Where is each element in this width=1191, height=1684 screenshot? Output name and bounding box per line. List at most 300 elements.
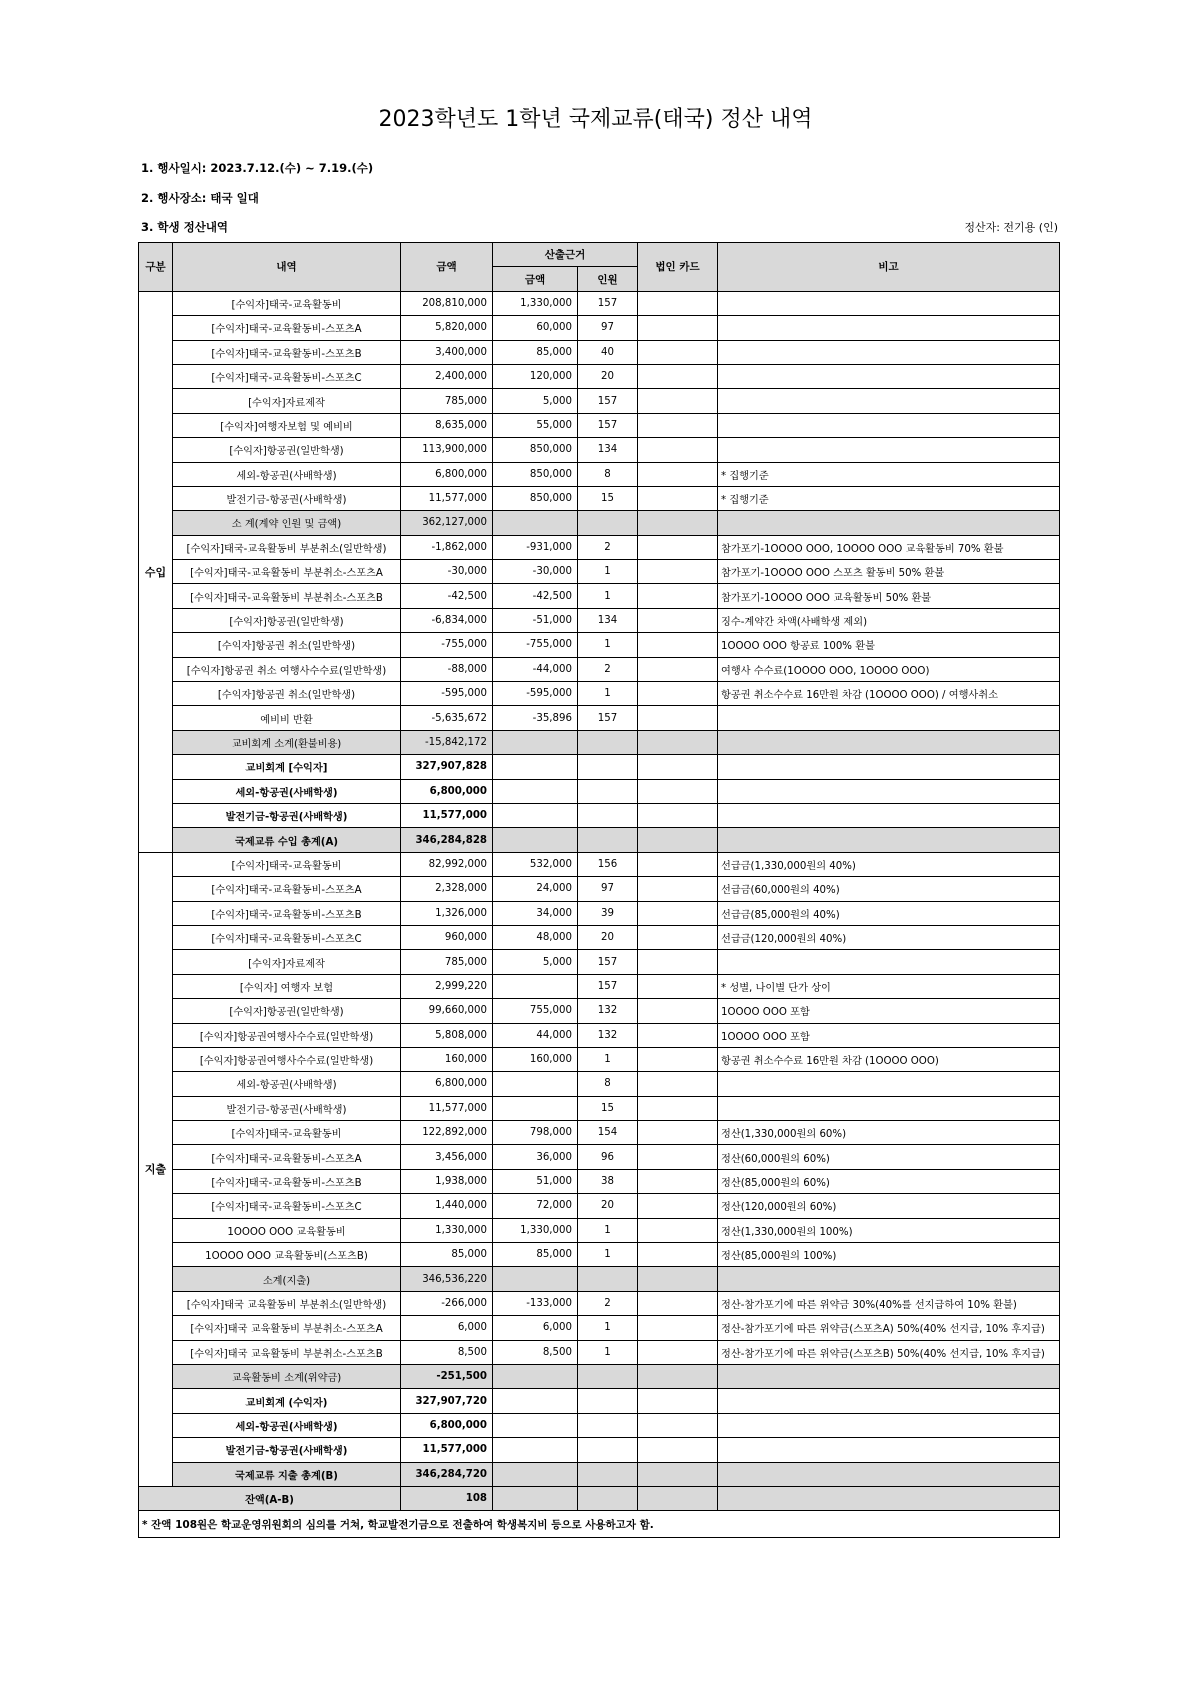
cell-corp-card [638,999,718,1023]
cell-unit-amount [493,730,578,754]
cell-amount: 5,808,000 [401,1023,493,1047]
cell-amount: 960,000 [401,925,493,949]
cell-corp-card [638,901,718,925]
table-row [139,682,1060,706]
cell-note: 참가포기-1OOOO OOO 교육활동비 50% 환불 [718,584,1060,608]
cell-corp-card [638,438,718,462]
cell-corp-card [638,291,718,315]
cell-item: [수익자]태국-교육활동비-스포츠C [173,364,401,388]
cell-note [718,291,1060,315]
cell-unit-amount: -51,000 [493,608,578,632]
cell-unit-amount [493,1072,578,1096]
cell-unit-amount [493,974,578,998]
settlement-table [138,242,1060,1538]
table-row [139,1047,1060,1071]
balance-amount: 108 [401,1486,493,1510]
cell-people [578,1267,638,1291]
event-place: 2. 행사장소: 태국 일대 [141,191,259,205]
cell-unit-amount: -931,000 [493,535,578,559]
cell-unit-amount [493,755,578,779]
cell-unit-amount: 532,000 [493,852,578,876]
cell-amount: 785,000 [401,950,493,974]
cell-unit-amount: 120,000 [493,364,578,388]
cell-people: 8 [578,462,638,486]
table-row [139,1218,1060,1242]
cell-note: 참가포기-1OOOO OOO, 1OOOO OOO 교육활동비 70% 환불 [718,535,1060,559]
cell-unit-amount [493,1364,578,1388]
cell-note: 참가포기-1OOOO OOO 스포츠 활동비 50% 환불 [718,560,1060,584]
cell-people: 1 [578,584,638,608]
cell-item: 세외-항공권(사배학생) [173,462,401,486]
table-row [139,1267,1060,1291]
cell-note [718,1364,1060,1388]
cell-note [718,511,1060,535]
table-row [139,950,1060,974]
cell-unit-amount: 34,000 [493,901,578,925]
cell-unit-amount: 8,500 [493,1340,578,1364]
header-item: 내역 [173,243,401,292]
cell-corp-card [638,560,718,584]
cell-item: 소계(지출) [173,1267,401,1291]
cell-amount: 362,127,000 [401,511,493,535]
cell-item: [수익자]항공권여행사수수료(일반학생) [173,1047,401,1071]
table-body [139,291,1060,1486]
cell-people: 2 [578,1291,638,1315]
cell-amount: 346,284,828 [401,828,493,852]
cell-note: 정산-참가포기에 따른 위약금(스포츠A) 50%(40% 선지급, 10% 후지급) [718,1316,1060,1340]
cell-note [718,1096,1060,1120]
cell-people: 1 [578,1340,638,1364]
cell-amount: 6,800,000 [401,462,493,486]
cell-note: 정산(120,000원의 60%) [718,1194,1060,1218]
table-row [139,1438,1060,1462]
cell-unit-amount: 85,000 [493,1243,578,1267]
cell-note [718,950,1060,974]
cell-item: [수익자]태국-교육활동비-스포츠B [173,340,401,364]
cell-people: 157 [578,413,638,437]
cell-item: 교육활동비 소계(위약금) [173,1364,401,1388]
cell-amount: 2,328,000 [401,877,493,901]
cell-item: 국제교류 지출 총계(B) [173,1462,401,1486]
cell-unit-amount: 798,000 [493,1121,578,1145]
cell-note [718,1462,1060,1486]
income-section-label: 수입 [139,291,173,852]
cell-note [718,706,1060,730]
cell-unit-amount [493,1096,578,1120]
cell-corp-card [638,1072,718,1096]
cell-item: 세외-항공권(사배학생) [173,1072,401,1096]
cell-item: [수익자]태국-교육활동비 [173,852,401,876]
table-row [139,413,1060,437]
cell-corp-card [638,1389,718,1413]
cell-corp-card [638,389,718,413]
cell-people: 157 [578,706,638,730]
table-row [139,389,1060,413]
table-row [139,1145,1060,1169]
balance-row [139,1486,1060,1510]
cell-unit-amount [493,1438,578,1462]
cell-item: 1OOOO OOO 교육활동비(스포츠B) [173,1243,401,1267]
cell-note: 항공권 취소수수료 16만원 차감 (1OOOO OOO) / 여행사취소 [718,682,1060,706]
cell-corp-card [638,511,718,535]
cell-amount: -1,862,000 [401,535,493,559]
cell-amount: 346,284,720 [401,1462,493,1486]
cell-unit-amount: -44,000 [493,657,578,681]
cell-corp-card [638,1267,718,1291]
cell-people: 134 [578,608,638,632]
cell-unit-amount: -35,896 [493,706,578,730]
cell-people [578,803,638,827]
cell-corp-card [638,1121,718,1145]
table-row [139,1316,1060,1340]
cell-people: 1 [578,560,638,584]
cell-amount: 2,999,220 [401,974,493,998]
cell-people [578,755,638,779]
cell-item: [수익자]태국-교육활동비-스포츠A [173,1145,401,1169]
table-row [139,999,1060,1023]
cell-amount: 8,635,000 [401,413,493,437]
cell-note [718,1389,1060,1413]
cell-corp-card [638,852,718,876]
cell-people [578,511,638,535]
table-row [139,340,1060,364]
cell-people [578,1413,638,1437]
cell-amount: -266,000 [401,1291,493,1315]
table-row [139,1121,1060,1145]
cell-corp-card [638,413,718,437]
cell-people [578,1462,638,1486]
cell-corp-card [638,828,718,852]
table-row [139,1169,1060,1193]
cell-corp-card [638,682,718,706]
header-basis-people: 인원 [578,267,638,291]
cell-amount: 6,800,000 [401,1413,493,1437]
cell-unit-amount [493,1462,578,1486]
cell-unit-amount: 60,000 [493,316,578,340]
cell-amount: -30,000 [401,560,493,584]
cell-amount: 6,800,000 [401,1072,493,1096]
table-row [139,1364,1060,1388]
cell-note: 1OOOO OOO 포함 [718,999,1060,1023]
cell-amount: 327,907,720 [401,1389,493,1413]
table-row [139,828,1060,852]
table-row [139,974,1060,998]
cell-amount: 1,938,000 [401,1169,493,1193]
cell-people: 1 [578,633,638,657]
cell-note [718,779,1060,803]
cell-note [718,316,1060,340]
cell-note [718,755,1060,779]
cell-note [718,1072,1060,1096]
cell-unit-amount: 24,000 [493,877,578,901]
cell-unit-amount: 5,000 [493,389,578,413]
cell-amount: 3,456,000 [401,1145,493,1169]
cell-people: 39 [578,901,638,925]
cell-people: 156 [578,852,638,876]
cell-unit-amount: 6,000 [493,1316,578,1340]
cell-people: 1 [578,1218,638,1242]
cell-note: 1OOOO OOO 항공료 100% 환불 [718,633,1060,657]
cell-amount: 99,660,000 [401,999,493,1023]
cell-corp-card [638,779,718,803]
cell-amount: 2,400,000 [401,364,493,388]
table-row [139,901,1060,925]
cell-unit-amount [493,1267,578,1291]
header-basis: 산출근거 [493,243,638,267]
cell-amount: 1,330,000 [401,1218,493,1242]
cell-item: 교비회계 (수익자) [173,1389,401,1413]
cell-note: 정산(85,000원의 60%) [718,1169,1060,1193]
cell-note [718,389,1060,413]
settler-signature: 정산자: 전기용 (인) [964,221,1058,234]
header-amount: 금액 [401,243,493,292]
cell-people: 40 [578,340,638,364]
cell-note [718,1267,1060,1291]
cell-item: [수익자]태국-교육활동비-스포츠B [173,1169,401,1193]
cell-amount: -595,000 [401,682,493,706]
cell-people: 8 [578,1072,638,1096]
cell-people: 157 [578,974,638,998]
cell-item: [수익자]태국-교육활동비-스포츠A [173,877,401,901]
cell-people: 1 [578,1316,638,1340]
balance-label: 잔액(A-B) [139,1486,401,1510]
cell-note: 여행사 수수료(1OOOO OOO, 1OOOO OOO) [718,657,1060,681]
cell-unit-amount: 850,000 [493,462,578,486]
cell-corp-card [638,730,718,754]
cell-amount: -251,500 [401,1364,493,1388]
cell-item: [수익자]항공권(일반학생) [173,608,401,632]
cell-note: * 집행기준 [718,486,1060,510]
cell-note [718,803,1060,827]
cell-people: 2 [578,657,638,681]
cell-amount: 6,800,000 [401,779,493,803]
table-row [139,1023,1060,1047]
cell-corp-card [638,1316,718,1340]
table-row [139,657,1060,681]
cell-amount: -755,000 [401,633,493,657]
cell-note [718,730,1060,754]
cell-corp-card [638,706,718,730]
cell-amount: 85,000 [401,1243,493,1267]
cell-corp-card [638,1438,718,1462]
cell-unit-amount: 1,330,000 [493,1218,578,1242]
cell-corp-card [638,1169,718,1193]
table-row [139,1072,1060,1096]
cell-item: [수익자]태국-교육활동비-스포츠A [173,316,401,340]
cell-people: 157 [578,389,638,413]
cell-note: 정산(1,330,000원의 60%) [718,1121,1060,1145]
cell-unit-amount: 755,000 [493,999,578,1023]
cell-people: 132 [578,999,638,1023]
table-row [139,486,1060,510]
table-row [139,316,1060,340]
cell-item: 발전기금-항공권(사배학생) [173,1096,401,1120]
cell-people: 1 [578,1243,638,1267]
table-row [139,755,1060,779]
table-row [139,730,1060,754]
cell-unit-amount: -133,000 [493,1291,578,1315]
table-row [139,1096,1060,1120]
cell-unit-amount: 36,000 [493,1145,578,1169]
header-category: 구분 [139,243,173,292]
cell-item: [수익자]태국 교육활동비 부분취소(일반학생) [173,1291,401,1315]
table-row [139,1462,1060,1486]
table-row [139,1194,1060,1218]
table-row [139,438,1060,462]
cell-amount: 327,907,828 [401,755,493,779]
cell-people: 97 [578,877,638,901]
cell-note: 징수-계약간 차액(사배학생 제외) [718,608,1060,632]
cell-corp-card [638,657,718,681]
cell-item: [수익자]항공권(일반학생) [173,999,401,1023]
cell-corp-card [638,535,718,559]
cell-item: [수익자]항공권(일반학생) [173,438,401,462]
cell-corp-card [638,1194,718,1218]
cell-item: 발전기금-항공권(사배학생) [173,803,401,827]
cell-item: 예비비 반환 [173,706,401,730]
cell-amount: 785,000 [401,389,493,413]
cell-people: 1 [578,682,638,706]
cell-item: 교비회계 [수익자] [173,755,401,779]
cell-corp-card [638,1218,718,1242]
header-note: 비고 [718,243,1060,292]
cell-amount: 6,000 [401,1316,493,1340]
cell-unit-amount: 850,000 [493,438,578,462]
cell-amount: 11,577,000 [401,803,493,827]
cell-amount: 11,577,000 [401,1438,493,1462]
page-title: 2023학년도 1학년 국제교류(태국) 정산 내역 [378,107,813,132]
cell-note: 선급금(60,000원의 40%) [718,877,1060,901]
table-row [139,877,1060,901]
cell-people: 96 [578,1145,638,1169]
cell-item: [수익자]항공권 취소 여행사수수료(일반학생) [173,657,401,681]
table-row [139,1340,1060,1364]
cell-note: 선급금(120,000원의 40%) [718,925,1060,949]
cell-corp-card [638,1047,718,1071]
cell-amount: -42,500 [401,584,493,608]
table-row [139,535,1060,559]
table-row [139,364,1060,388]
table-row [139,1243,1060,1267]
cell-corp-card [638,925,718,949]
cell-people: 1 [578,1047,638,1071]
event-date: 1. 행사일시: 2023.7.12.(수) ~ 7.19.(수) [141,161,374,175]
cell-item: 발전기금-항공권(사배학생) [173,486,401,510]
cell-item: [수익자]태국-교육활동비 부분취소-스포츠A [173,560,401,584]
cell-people: 15 [578,486,638,510]
cell-unit-amount: 48,000 [493,925,578,949]
cell-unit-amount: 160,000 [493,1047,578,1071]
cell-corp-card [638,974,718,998]
cell-unit-amount: 55,000 [493,413,578,437]
cell-note: 정산(85,000원의 100%) [718,1243,1060,1267]
table-row [139,608,1060,632]
cell-corp-card [638,1364,718,1388]
cell-unit-amount: 5,000 [493,950,578,974]
cell-amount: 1,326,000 [401,901,493,925]
cell-unit-amount [493,803,578,827]
cell-people: 154 [578,1121,638,1145]
cell-people: 20 [578,1194,638,1218]
cell-unit-amount: 51,000 [493,1169,578,1193]
cell-corp-card [638,1462,718,1486]
cell-corp-card [638,316,718,340]
table-row [139,633,1060,657]
cell-item: 국제교류 수입 총계(A) [173,828,401,852]
cell-empty [578,1486,638,1510]
cell-amount: 3,400,000 [401,340,493,364]
cell-corp-card [638,462,718,486]
table-row [139,462,1060,486]
cell-amount: -88,000 [401,657,493,681]
cell-empty [718,1486,1060,1510]
cell-corp-card [638,340,718,364]
cell-item: 소 계(계약 인원 및 금액) [173,511,401,535]
cell-corp-card [638,1413,718,1437]
cell-corp-card [638,633,718,657]
cell-people: 157 [578,950,638,974]
table-row [139,803,1060,827]
cell-people [578,828,638,852]
cell-corp-card [638,1023,718,1047]
cell-note [718,1413,1060,1437]
cell-item: [수익자] 여행자 보험 [173,974,401,998]
cell-unit-amount: -30,000 [493,560,578,584]
cell-corp-card [638,486,718,510]
table-row [139,291,1060,315]
cell-people [578,1364,638,1388]
cell-corp-card [638,608,718,632]
cell-item: [수익자]태국-교육활동비-스포츠C [173,1194,401,1218]
cell-note: 1OOOO OOO 포함 [718,1023,1060,1047]
cell-unit-amount: -595,000 [493,682,578,706]
cell-corp-card [638,364,718,388]
cell-empty [638,1486,718,1510]
cell-people [578,1438,638,1462]
cell-note [718,364,1060,388]
table-row [139,1389,1060,1413]
header-basis-amount: 금액 [493,267,578,291]
cell-corp-card [638,877,718,901]
cell-item: [수익자]자료제작 [173,389,401,413]
cell-people: 20 [578,364,638,388]
cell-people: 132 [578,1023,638,1047]
cell-amount: -5,635,672 [401,706,493,730]
cell-unit-amount: 44,000 [493,1023,578,1047]
cell-note: 선급금(85,000원의 40%) [718,901,1060,925]
cell-amount: -15,842,172 [401,730,493,754]
table-row [139,560,1060,584]
cell-unit-amount [493,779,578,803]
cell-item: [수익자]태국-교육활동비 [173,1121,401,1145]
cell-corp-card [638,1243,718,1267]
cell-item: [수익자]태국-교육활동비 부분취소(일반학생) [173,535,401,559]
cell-item: 1OOOO OOO 교육활동비 [173,1218,401,1242]
cell-item: [수익자]태국 교육활동비 부분취소-스포츠B [173,1340,401,1364]
cell-corp-card [638,1340,718,1364]
expense-section-label: 지출 [139,852,173,1486]
cell-item: 세외-항공권(사배학생) [173,1413,401,1437]
cell-amount: 113,900,000 [401,438,493,462]
cell-unit-amount [493,1413,578,1437]
cell-item: [수익자]태국-교육활동비 부분취소-스포츠B [173,584,401,608]
cell-unit-amount [493,1389,578,1413]
section-title: 3. 학생 정산내역 [141,220,229,234]
cell-corp-card [638,755,718,779]
cell-corp-card [638,584,718,608]
cell-item: [수익자]태국 교육활동비 부분취소-스포츠A [173,1316,401,1340]
cell-item: [수익자]항공권 취소(일반학생) [173,682,401,706]
